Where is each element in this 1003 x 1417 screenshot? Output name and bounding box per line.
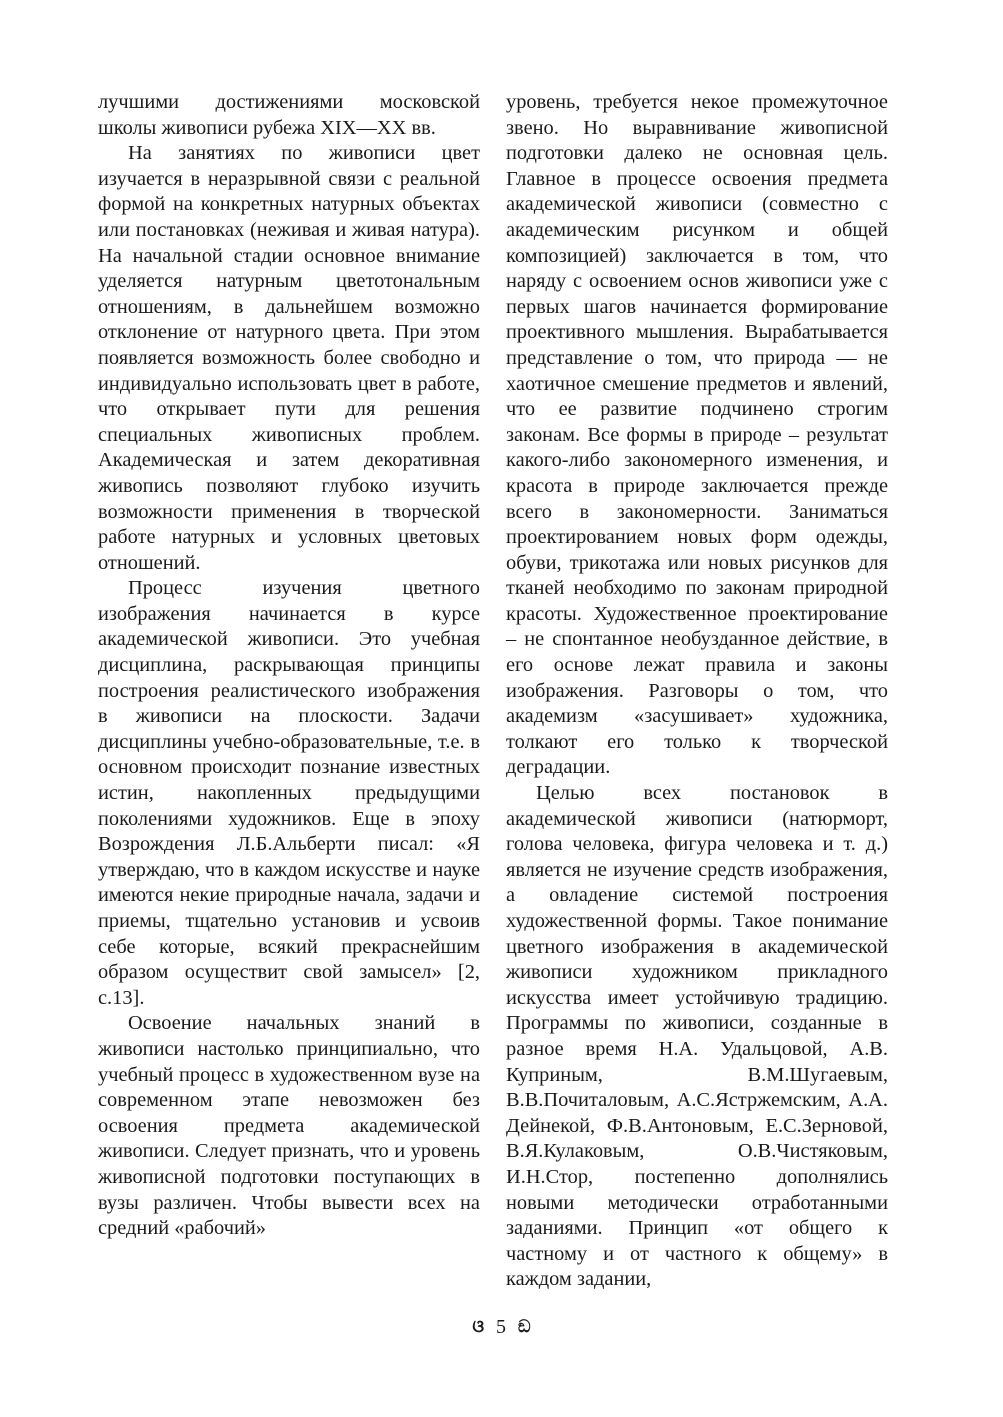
paragraph: Процесс изучения цветного изображения начинается в курсе академической живописи. Это учебная дисциплина, раскрывающая принципы построения реалистического изображения в живописи на плоскости. Задачи дисциплины учебно-образовательные, т.е. в основном происходит познание известных истин, накопленных предыдущими поколениями художников. Еще в эпоху Возрождения Л.Б.Альберти писал: «Я утверждаю, что в каждом искусстве и науке имеются некие природные начала, задачи и приемы, тщательно установив и усвоив себе которые, всякий прекраснейшим образом осуществит свой замысел» [2, с.13]. bbox=[98, 577, 480, 1009]
paragraph-continued: лучшими достижениями московской школы живописи рубежа XIX—XX вв. bbox=[98, 91, 480, 139]
right-column bbox=[506, 90, 888, 1293]
paragraph: На занятиях по живописи цвет изучается в неразрывной связи с реальной формой на конкретных натурных объектах или постановках (неживая и живая натура). На начальной стадии основное внимание уделяется натурным цветотональным отношениям, в дальнейшем возможно отклонение от натурного цвета. При этом появляется возможность более свободно и индивидуально использовать цвет в работе, что открывает пути для решения специальных живописных проблем. Академическая и затем декоративная живопись позволяют глубоко изучить возможности применения в творческой работе натурных и условных цветовых отношений. bbox=[98, 142, 480, 574]
paragraph-continued: уровень, требуется некое промежуточное звено. Но выравнивание живописной подготовки далеко не основная цель. Главное в процессе освоения предмета академической живописи (совместно с академическим рисунком и общей композицией) заключается в том, что наряду с освоением основ живописи уже с первых шагов начинается формирование проективного мышления. Вырабатывается представление о том, что природа — не хаотичное смешение предметов и явлений, что ее развитие подчинено строгим законам. Все формы в природе – результат какого-либо закономерного изменения, и красота в природе заключается прежде всего в закономерности. Заниматься проектированием новых форм одежды, обуви, трикотажа или новых рисунков для тканей необходимо по законам природной красоты. Художественное проектирование – не спонтанное необузданное действие, в его основе лежат правила и законы изображения. Разговоры о том, что академизм «засушивает» художника, толкают его только к творческой деградации. bbox=[506, 91, 888, 779]
ornament-left-icon: ଓ bbox=[472, 1317, 485, 1338]
page-footer bbox=[0, 1313, 1003, 1340]
paragraph: Освоение начальных знаний в живописи настолько принципиально, что учебный процесс в художественном вузе на современном этапе невозможен без освоения предмета академической живописи. Следует признать, что и уровень живописной подготовки поступающих в вузы различен. Чтобы вывести всех на средний «рабочий» bbox=[98, 1012, 480, 1240]
page-number: 5 bbox=[496, 1316, 507, 1339]
paragraph: Целью всех постановок в академической живописи (натюрморт, голова человека, фигура человека и т. д.) является не изучение средств изображения, а овладение системой построения художественной формы. Такое понимание цветного изображения в академической живописи художником прикладного искусства имеет устойчивую традицию. Программы по живописи, созданные в разное время Н.А. Удальцовой, А.В. Куприным, В.М.Шугаевым, В.В.Почиталовым, А.С.Ястржемским, А.А. Дейнекой, Ф.В.Антоновым, Е.С.Зерновой, В.Я.Кулаковым, О.В.Чистяковым, И.Н.Стор, постепенно дополнялись новыми методически отработанными заданиями. Принцип «от общего к частному и от частного к общему» в каждом задании, bbox=[506, 782, 888, 1291]
ornament-right-icon: ඞ bbox=[518, 1317, 531, 1338]
left-column bbox=[98, 90, 480, 1242]
